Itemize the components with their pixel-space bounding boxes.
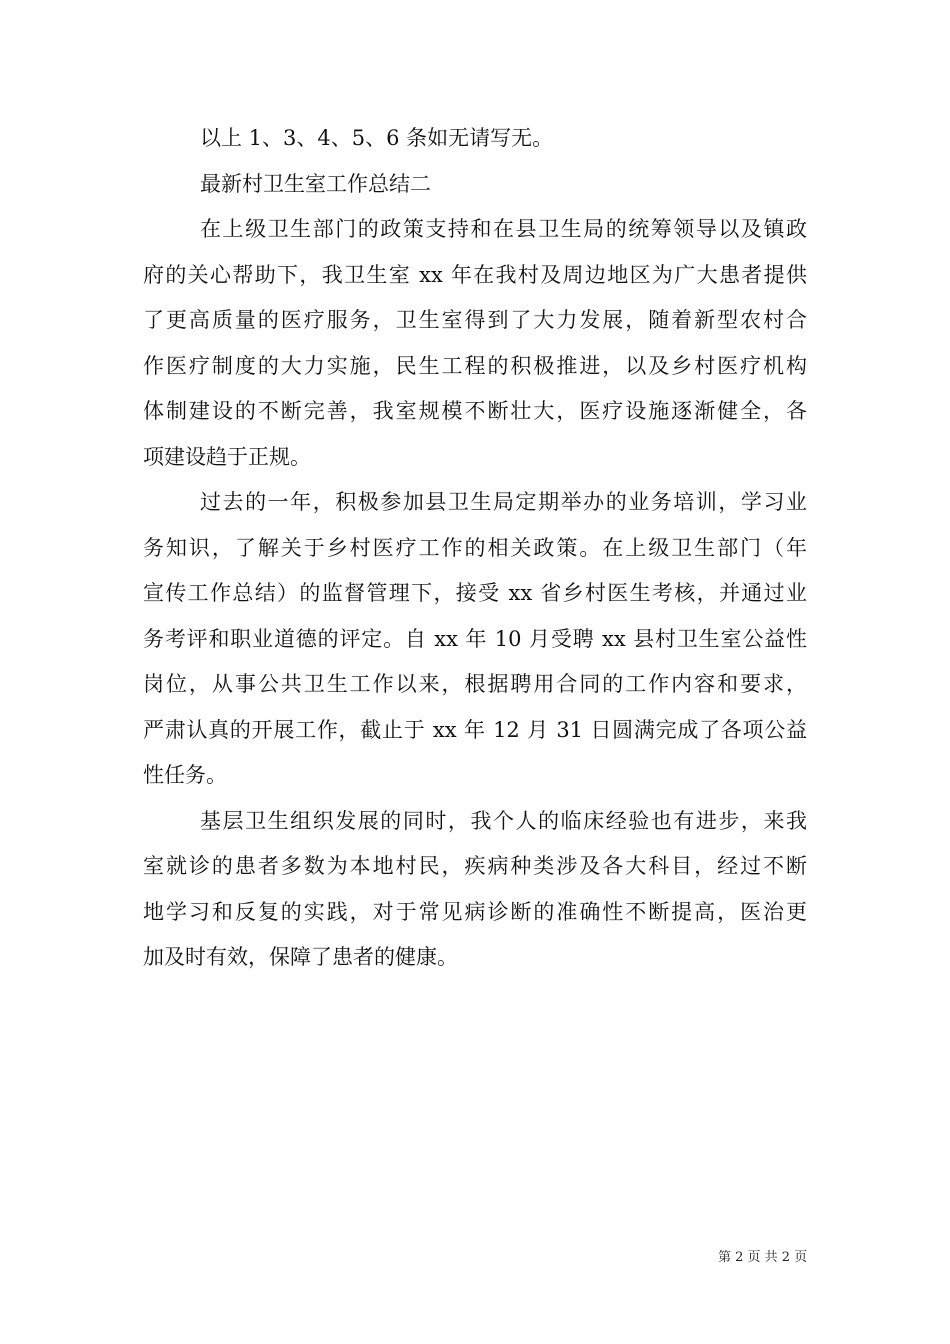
document-body	[143, 116, 807, 981]
paragraph-1-line-1: 在上级卫生部门的政策支持和在县卫生局的统筹领导以及镇政	[200, 217, 807, 241]
paragraph-3-line-1: 基层卫生组织发展的同时，我个人的临床经验也有进步，来我	[200, 808, 807, 833]
paragraph-2-line-2: 务知识，了解关于乡村医疗工作的相关政策。在上级卫生部门（年	[143, 535, 807, 560]
paragraph-2-line-7: 性任务。	[143, 763, 227, 787]
paragraph-3-line-4: 加及时有效，保障了患者的健康。	[143, 945, 458, 969]
paragraph-1-line-3: 了更高质量的医疗服务，卫生室得到了大力发展，随着新型农村合	[143, 308, 807, 332]
page-number: 第 2 页 共 2 页	[718, 1250, 808, 1265]
paragraph-2-line-6: 严肃认真的开展工作，截止于 xx 年 12 月 31 日圆满完成了各项公益	[143, 717, 807, 742]
paragraph-1-line-2: 府的关心帮助下，我卫生室 xx 年在我村及周边地区为广大患者提供	[143, 262, 807, 287]
paragraph-2-line-3: 宣传工作总结）的监督管理下，接受 xx 省乡村医生考核，并通过业	[143, 581, 807, 605]
note-line: 以上 1、3、4、5、6 条如无请写无。	[200, 126, 554, 150]
paragraph-2-line-5: 岗位，从事公共卫生工作以来，根据聘用合同的工作内容和要求，	[143, 672, 807, 696]
section-title: 最新村卫生室工作总结二	[200, 171, 431, 196]
paragraph-1-line-4: 作医疗制度的大力实施，民生工程的积极推进，以及乡村医疗机构	[143, 353, 807, 378]
paragraph-2-line-1: 过去的一年，积极参加县卫生局定期举办的业务培训，学习业	[200, 490, 807, 514]
paragraph-2-line-4: 务考评和职业道德的评定。自 xx 年 10 月受聘 xx 县村卫生室公益性	[143, 626, 807, 651]
paragraph-1-line-6: 项建设趋于正规。	[143, 444, 311, 469]
paragraph-3-line-2: 室就诊的患者多数为本地村民，疾病种类涉及各大科目，经过不断	[143, 854, 807, 878]
paragraph-3-line-3: 地学习和反复的实践，对于常见病诊断的准确性不断提高，医治更	[143, 899, 807, 924]
paragraph-1-line-5: 体制建设的不断完善，我室规模不断壮大，医疗设施逐渐健全，各	[143, 399, 807, 423]
